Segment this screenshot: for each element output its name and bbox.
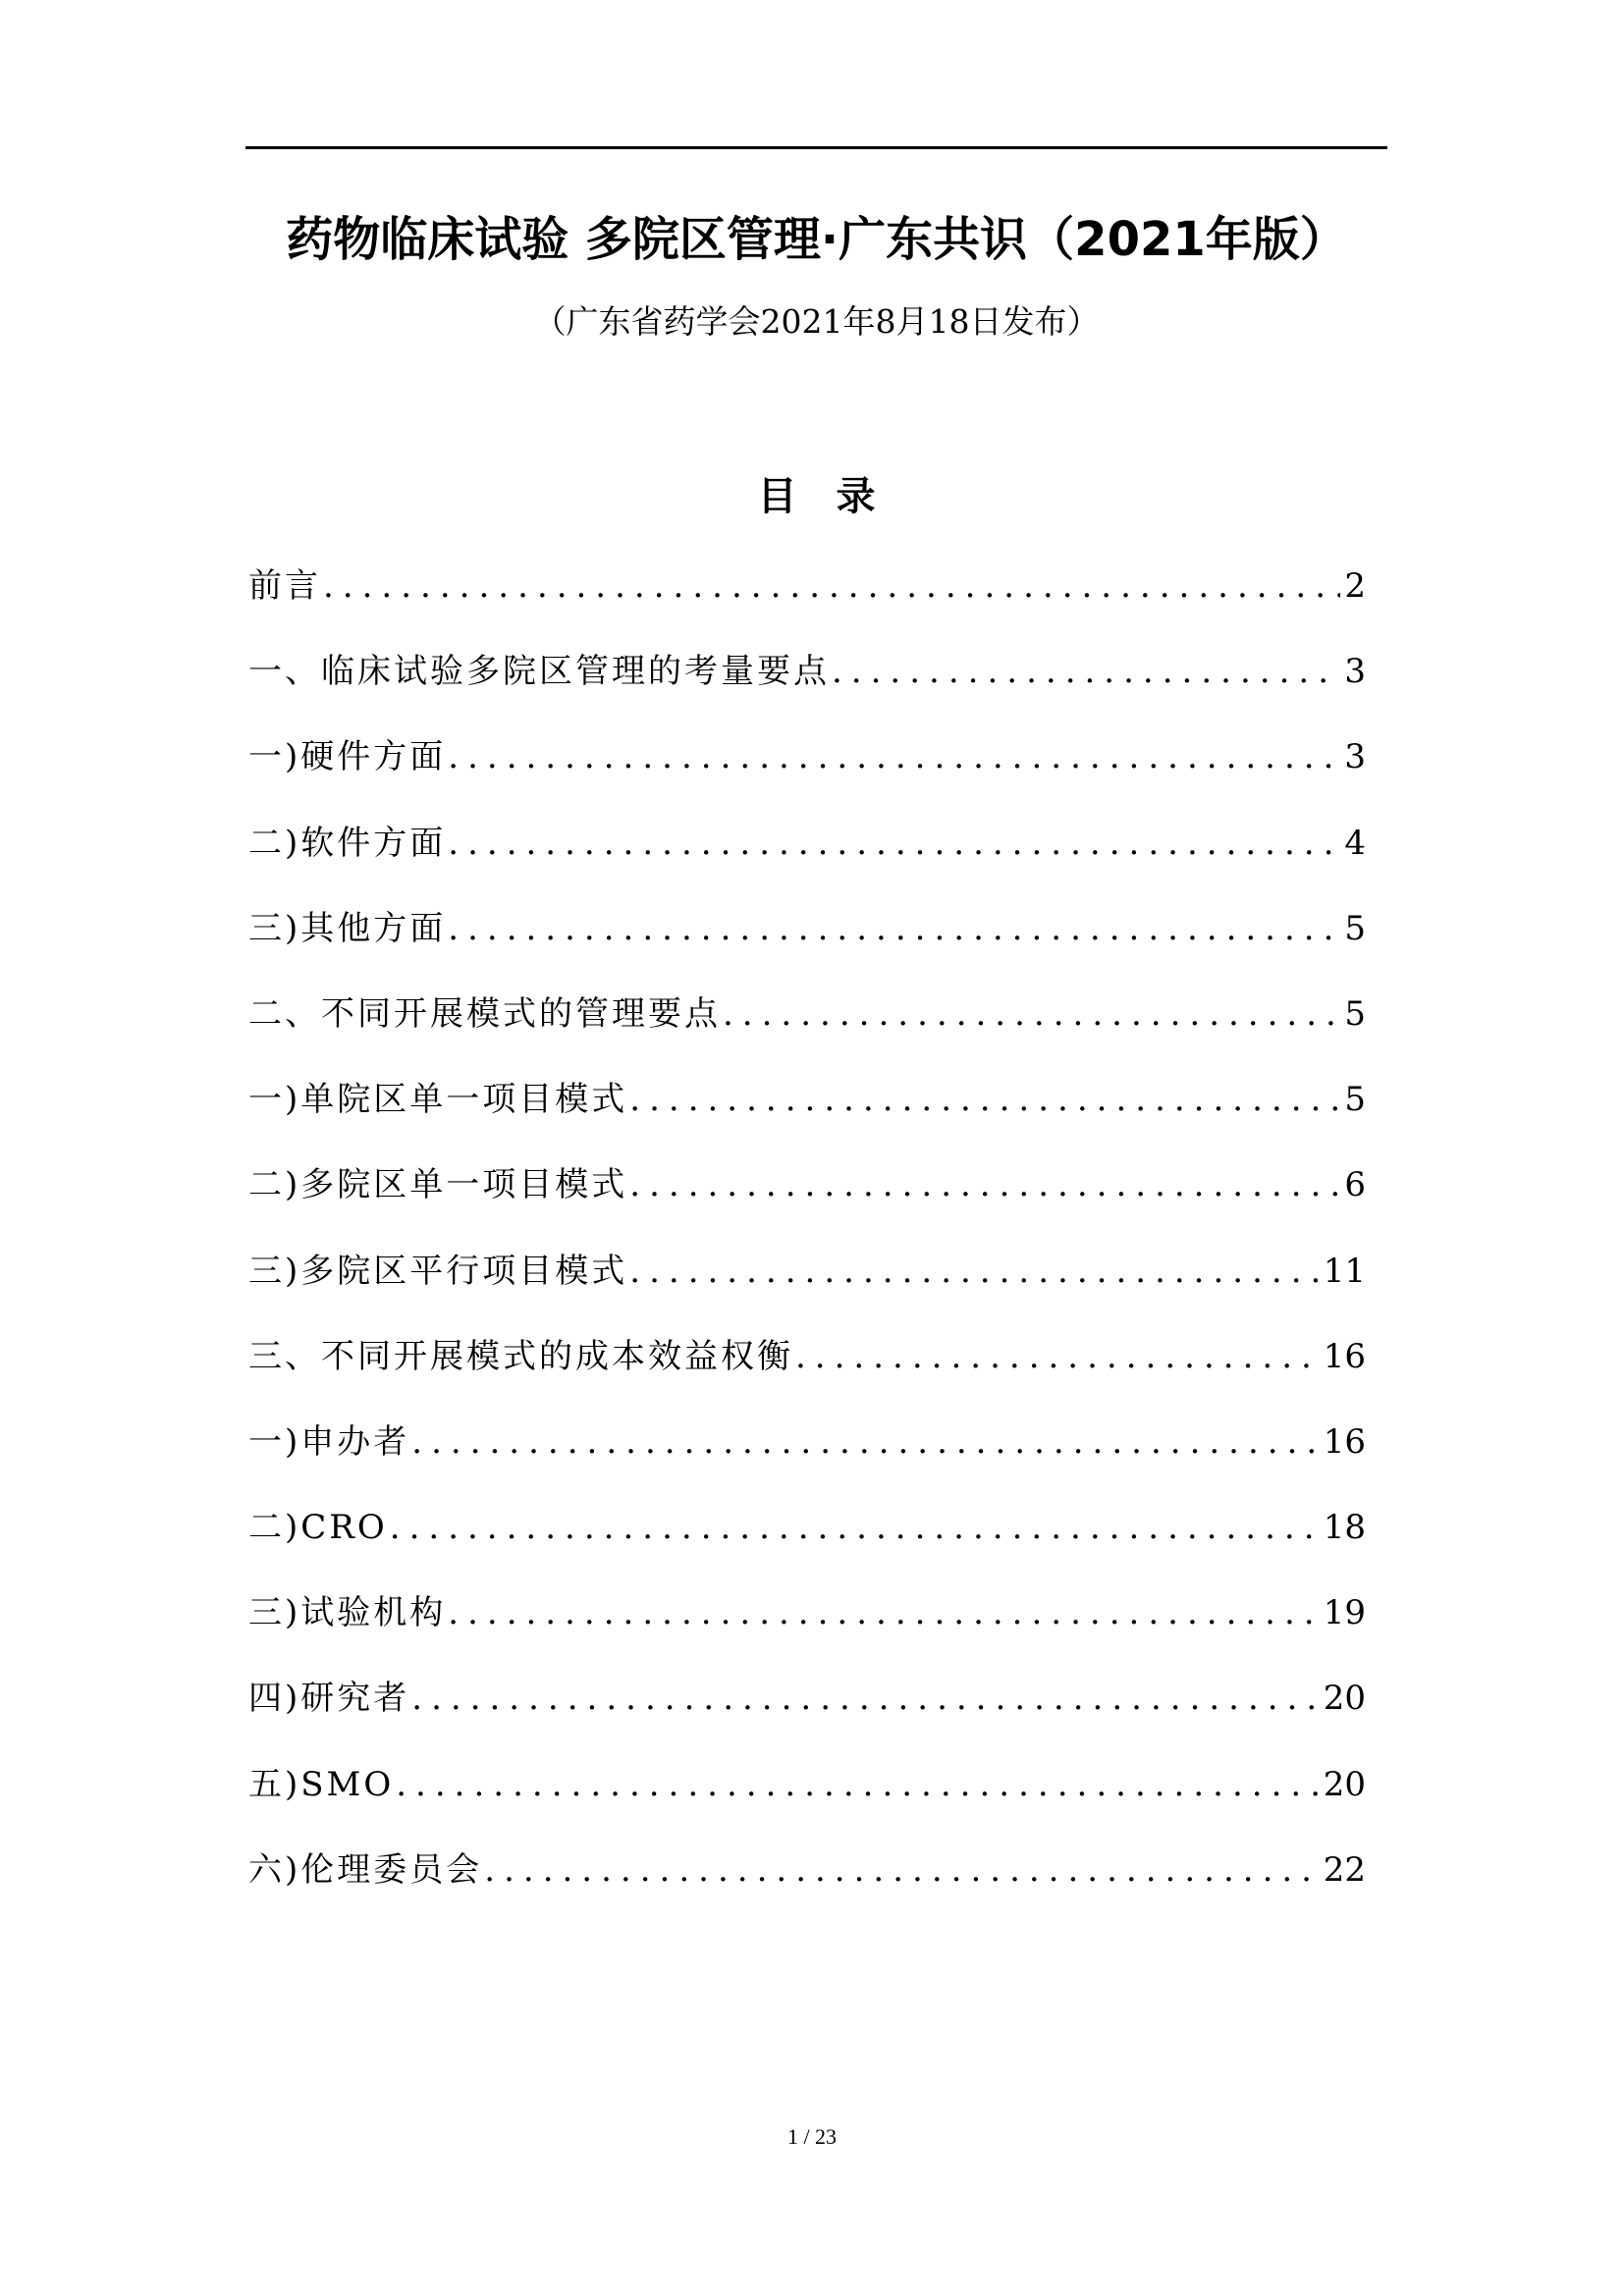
toc-dot-leader: [390, 1503, 1320, 1552]
toc-heading: 目录: [757, 474, 915, 519]
toc-entry-page: 19: [1323, 1593, 1366, 1633]
toc-entry-page: 3: [1344, 737, 1366, 777]
toc-entry-page: 20: [1323, 1764, 1366, 1804]
document-title: 药物临床试验 多院区管理·广东共识（2021年版）: [286, 212, 1347, 267]
toc-entry-label: 三)其他方面: [248, 908, 447, 948]
toc-entry-label: 一、临床试验多院区管理的考量要点: [248, 652, 830, 692]
page-number: 1 / 23: [786, 2124, 838, 2149]
toc-entry-label: 一)申办者: [248, 1421, 410, 1462]
toc-entry[interactable]: [248, 1332, 1366, 1417]
toc-entry-label: 前言: [248, 566, 321, 606]
toc-entry-label: 二、不同开展模式的管理要点: [248, 993, 721, 1034]
toc-entry-label: 二)CRO: [248, 1508, 388, 1548]
toc-entry-page: 5: [1344, 908, 1366, 948]
toc-dot-leader: [832, 647, 1340, 696]
toc-entry[interactable]: [248, 1417, 1366, 1503]
toc-entry-label: 三)多院区平行项目模式: [248, 1251, 628, 1291]
toc-entry-page: 5: [1344, 1080, 1366, 1120]
toc-entry[interactable]: [248, 989, 1366, 1075]
toc-dot-leader: [629, 1075, 1340, 1124]
toc-entry[interactable]: [248, 1247, 1366, 1332]
table-of-contents: [248, 561, 1366, 1931]
toc-dot-leader: [396, 1760, 1319, 1809]
toc-entry[interactable]: [248, 1845, 1366, 1931]
document-subtitle: （广东省药学会2021年8月18日发布）: [533, 302, 1100, 341]
toc-entry-page: 11: [1323, 1251, 1366, 1291]
toc-dot-leader: [411, 1674, 1319, 1723]
toc-entry-label: 三、不同开展模式的成本效益权衡: [248, 1336, 793, 1376]
toc-entry-label: 二)软件方面: [248, 823, 447, 863]
header-rule: [245, 146, 1387, 149]
toc-entry[interactable]: [248, 732, 1366, 818]
toc-entry-label: 一)单院区单一项目模式: [248, 1080, 628, 1120]
toc-entry-label: 二)多院区单一项目模式: [248, 1165, 628, 1205]
toc-entry[interactable]: [248, 561, 1366, 647]
toc-entry-page: 16: [1323, 1421, 1366, 1462]
toc-dot-leader: [323, 561, 1340, 611]
toc-entry[interactable]: [248, 819, 1366, 904]
toc-entry-label: 六)伦理委员会: [248, 1849, 483, 1890]
toc-entry[interactable]: [248, 1160, 1366, 1246]
toc-dot-leader: [448, 904, 1340, 953]
toc-entry-page: 6: [1344, 1165, 1366, 1205]
toc-entry-page: 22: [1323, 1849, 1366, 1890]
toc-entry-label: 一)硬件方面: [248, 737, 447, 777]
toc-entry[interactable]: [248, 1674, 1366, 1759]
toc-entry-page: 16: [1323, 1336, 1366, 1376]
toc-dot-leader: [448, 1588, 1319, 1637]
toc-dot-leader: [484, 1845, 1319, 1895]
toc-dot-leader: [629, 1160, 1340, 1209]
toc-entry[interactable]: [248, 904, 1366, 989]
toc-entry[interactable]: [248, 1588, 1366, 1674]
toc-dot-leader: [411, 1417, 1319, 1467]
toc-entry-page: 3: [1344, 652, 1366, 692]
toc-entry[interactable]: [248, 1503, 1366, 1588]
toc-dot-leader: [723, 989, 1340, 1039]
toc-entry[interactable]: [248, 1075, 1366, 1160]
toc-entry-page: 2: [1344, 566, 1366, 606]
toc-entry[interactable]: [248, 647, 1366, 732]
toc-entry-page: 5: [1344, 993, 1366, 1034]
toc-dot-leader: [629, 1247, 1319, 1296]
toc-entry-page: 20: [1323, 1679, 1366, 1719]
toc-entry-label: 三)试验机构: [248, 1593, 447, 1633]
toc-dot-leader: [448, 819, 1340, 868]
toc-dot-leader: [448, 732, 1340, 781]
toc-entry-label: 四)研究者: [248, 1679, 410, 1719]
toc-entry[interactable]: [248, 1760, 1366, 1845]
toc-entry-page: 4: [1344, 823, 1366, 863]
toc-entry-label: 五)SMO: [248, 1764, 395, 1804]
toc-dot-leader: [795, 1332, 1320, 1381]
toc-entry-page: 18: [1323, 1508, 1366, 1548]
